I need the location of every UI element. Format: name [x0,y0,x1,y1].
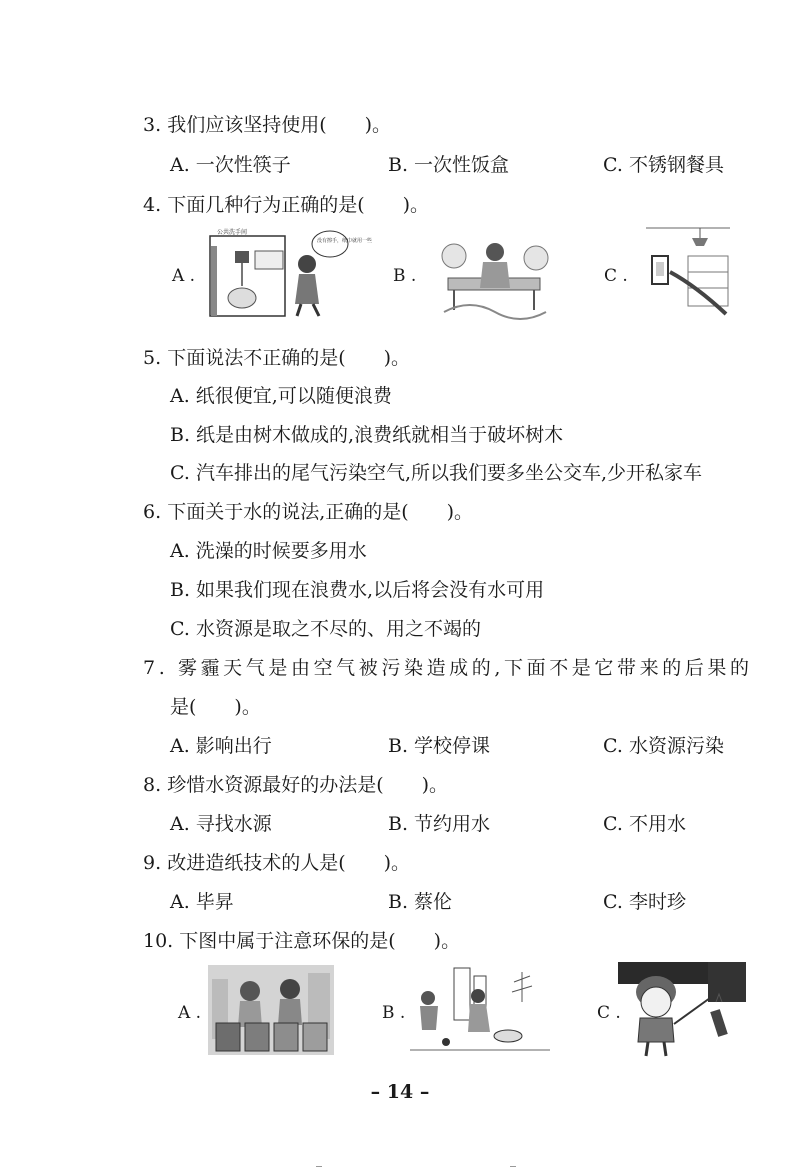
print-mark [510,1166,516,1167]
question-5 [143,343,410,370]
question-number: 6. [143,501,162,523]
question-stem: 下面关于水的说法,正确的是( )。 [167,501,474,523]
option-3b[interactable]: B. 一次性饭盒 [388,154,510,176]
recycling-bins-picture [208,965,334,1055]
question-number: 3. [143,114,162,136]
option-3a[interactable]: A. 一次性筷子 [170,154,291,176]
question-7-continued: 是( )。 [170,696,261,718]
washroom-faucet-picture [205,226,373,318]
option-7c[interactable]: C. 水资源污染 [603,735,724,757]
sign-text: 公共洗手间 [217,229,248,236]
question-stem: 下面几种行为正确的是( )。 [167,194,430,216]
option-6a[interactable]: A. 洗澡的时候要多用水 [170,540,367,562]
question-8 [143,770,448,797]
question-4 [143,190,429,217]
option-9a[interactable]: A. 毕昇 [170,891,234,913]
trampling-bench-picture [440,238,550,316]
question-stem: 雾霾天气是由空气被污染造成的,下面不是它带来的后果的 [177,657,753,679]
option-5b[interactable]: B. 纸是由树木做成的,浪费纸就相当于破坏树木 [170,424,564,446]
option-9b[interactable]: B. 蔡伦 [388,891,453,913]
picture-label-4a[interactable]: A . [172,266,196,286]
bubble-text: 没有擦手，纸巾就用一些 [317,238,373,244]
option-7b[interactable]: B. 学校停课 [388,735,491,757]
picture-label-10a[interactable]: A . [178,1003,202,1023]
question-9 [143,848,410,875]
option-8a[interactable]: A. 寻找水源 [170,813,272,835]
dog-walking-picture [410,962,550,1054]
page-number: – 14 – [370,1081,430,1103]
question-stem: 珍惜水资源最好的办法是( )。 [167,774,449,796]
question-stem: 下面说法不正确的是( )。 [167,347,411,369]
print-mark [316,1166,322,1167]
light-switch-picture [646,226,730,320]
option-6c[interactable]: C. 水资源是取之不尽的、用之不竭的 [170,618,481,640]
option-5c[interactable]: C. 汽车排出的尾气污染空气,所以我们要多坐公交车,少开私家车 [170,462,703,484]
option-3c[interactable]: C. 不锈钢餐具 [603,154,724,176]
question-stem: 下图中属于注意环保的是( )。 [179,930,461,952]
question-number: 5. [143,347,162,369]
picture-label-4c[interactable]: C . [604,266,628,286]
option-9c[interactable]: C. 李时珍 [603,891,686,913]
question-7 [143,653,753,680]
question-10 [143,926,460,953]
picture-label-10b[interactable]: B . [382,1003,406,1023]
option-8b[interactable]: B. 节约用水 [388,813,491,835]
firecracker-boy-picture [618,962,746,1058]
question-3 [143,110,391,137]
question-number: 8. [143,774,162,796]
question-number: 7. [143,657,169,679]
question-number: 4. [143,194,162,216]
question-6 [143,497,473,524]
question-number: 9. [143,852,162,874]
option-6b[interactable]: B. 如果我们现在浪费水,以后将会没有水可用 [170,579,545,601]
option-5a[interactable]: A. 纸很便宜,可以随便浪费 [170,385,392,407]
question-stem: 我们应该坚持使用( )。 [167,114,392,136]
option-7a[interactable]: A. 影响出行 [170,735,272,757]
question-number: 10. [143,930,174,952]
option-8c[interactable]: C. 不用水 [603,813,686,835]
picture-label-4b[interactable]: B . [393,266,417,286]
question-stem: 改进造纸技术的人是( )。 [167,852,411,874]
picture-label-10c[interactable]: C . [597,1003,621,1023]
